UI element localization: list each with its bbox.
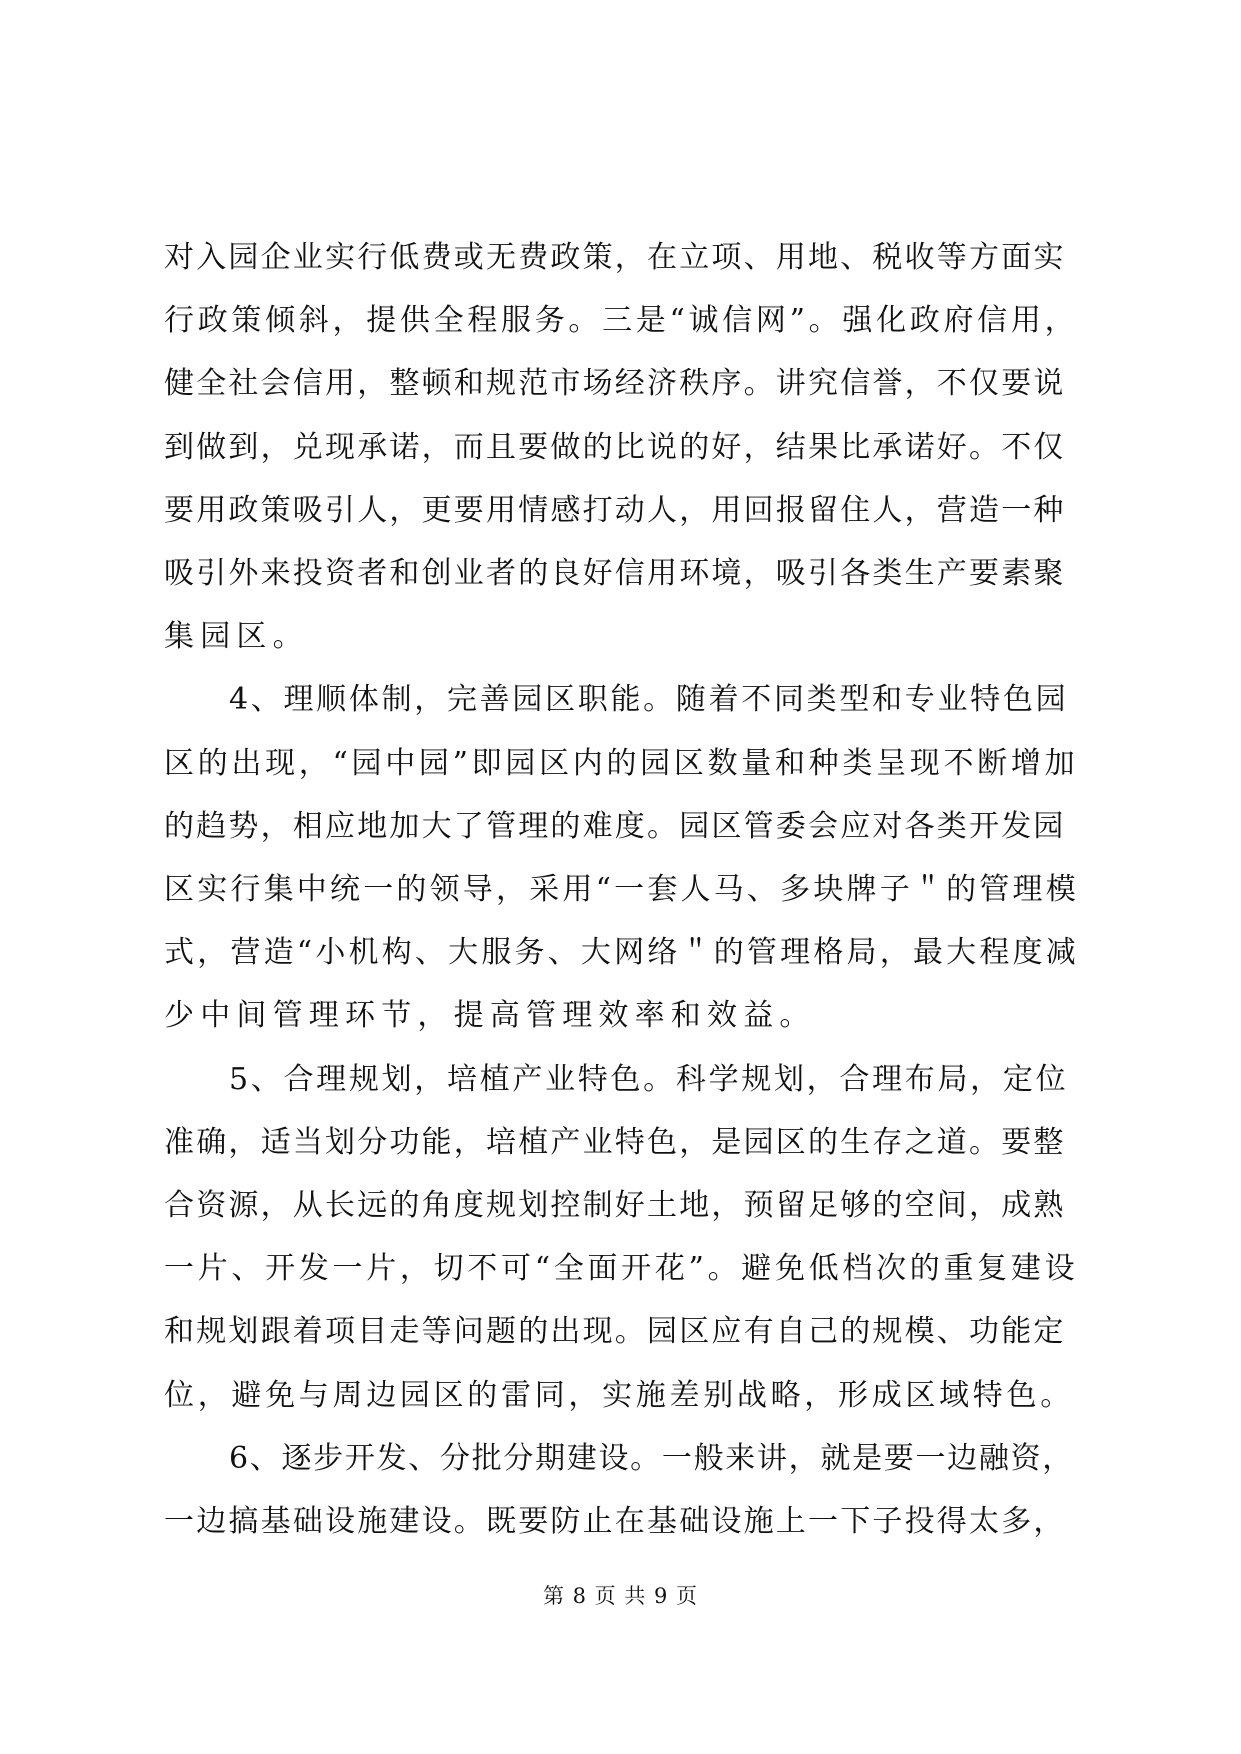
paragraph-line: 健全社会信用，整顿和规范市场经济秩序。讲究信誉，不仅要说 [164,366,1066,402]
paragraph-1 [164,226,1079,668]
paragraph-line: 式，营造“小机构、大服务、大网络＂的管理格局，最大程度减 [164,935,1079,971]
paragraph-line: 6、逐步开发、分批分期建设。一般来讲，就是要一边融资， [229,1440,1074,1476]
paragraph-line: 的趋势，相应地加大了管理的难度。园区管委会应对各类开发园 [164,808,1066,844]
paragraph-line: 合资源，从长远的角度规划控制好土地，预留足够的空间，成熟 [164,1188,1066,1224]
paragraph-line: 和规划跟着项目走等问题的出现。园区应有自己的规模、功能定 [164,1314,1066,1350]
paragraph-line: 准确，适当划分功能，培植产业特色，是园区的生存之道。要整 [164,1124,1066,1160]
paragraph-line: 4、理顺体制，完善园区职能。随着不同类型和专业特色园 [229,682,1069,718]
paragraph-line: 区的出现，“园中园”即园区内的园区数量和种类呈现不断增加 [164,745,1079,781]
paragraph-line: 集园区。 [164,619,309,655]
paragraph-2 [164,668,1079,1047]
page-number-footer: 第 8 页 共 9 页 [542,1584,699,1608]
paragraph-line: 位，避免与周边园区的雷同，实施差别战略，形成区域特色。 [164,1377,1074,1413]
paragraph-line: 吸引外来投资者和创业者的良好信用环境，吸引各类生产要素聚 [164,556,1066,592]
paragraph-3 [164,1048,1079,1427]
paragraph-line: 少中间管理环节，提高管理效率和效益。 [164,998,816,1034]
document-body [164,226,1079,1553]
paragraph-line: 一片、开发一片，切不可“全面开花”。避免低档次的重复建设 [164,1251,1079,1287]
paragraph-4 [164,1427,1079,1553]
paragraph-line: 区实行集中统一的领导，采用“一套人马、多块牌子＂的管理模 [164,872,1079,908]
paragraph-line: 一边搞基础设施建设。既要防止在基础设施上一下子投得太多， [164,1504,1066,1540]
paragraph-line: 对入园企业实行低费或无费政策，在立项、用地、税收等方面实 [164,240,1066,275]
paragraph-line: 到做到，兑现承诺，而且要做的比说的好，结果比承诺好。不仅 [164,429,1066,465]
paragraph-line: 要用政策吸引人，更要用情感打动人，用回报留住人，营造一种 [164,492,1066,528]
paragraph-line: 5、合理规划，培植产业特色。科学规划，合理布局，定位 [229,1061,1069,1097]
paragraph-line: 行政策倾斜，提供全程服务。三是“诚信网”。强化政府信用， [164,303,1079,339]
